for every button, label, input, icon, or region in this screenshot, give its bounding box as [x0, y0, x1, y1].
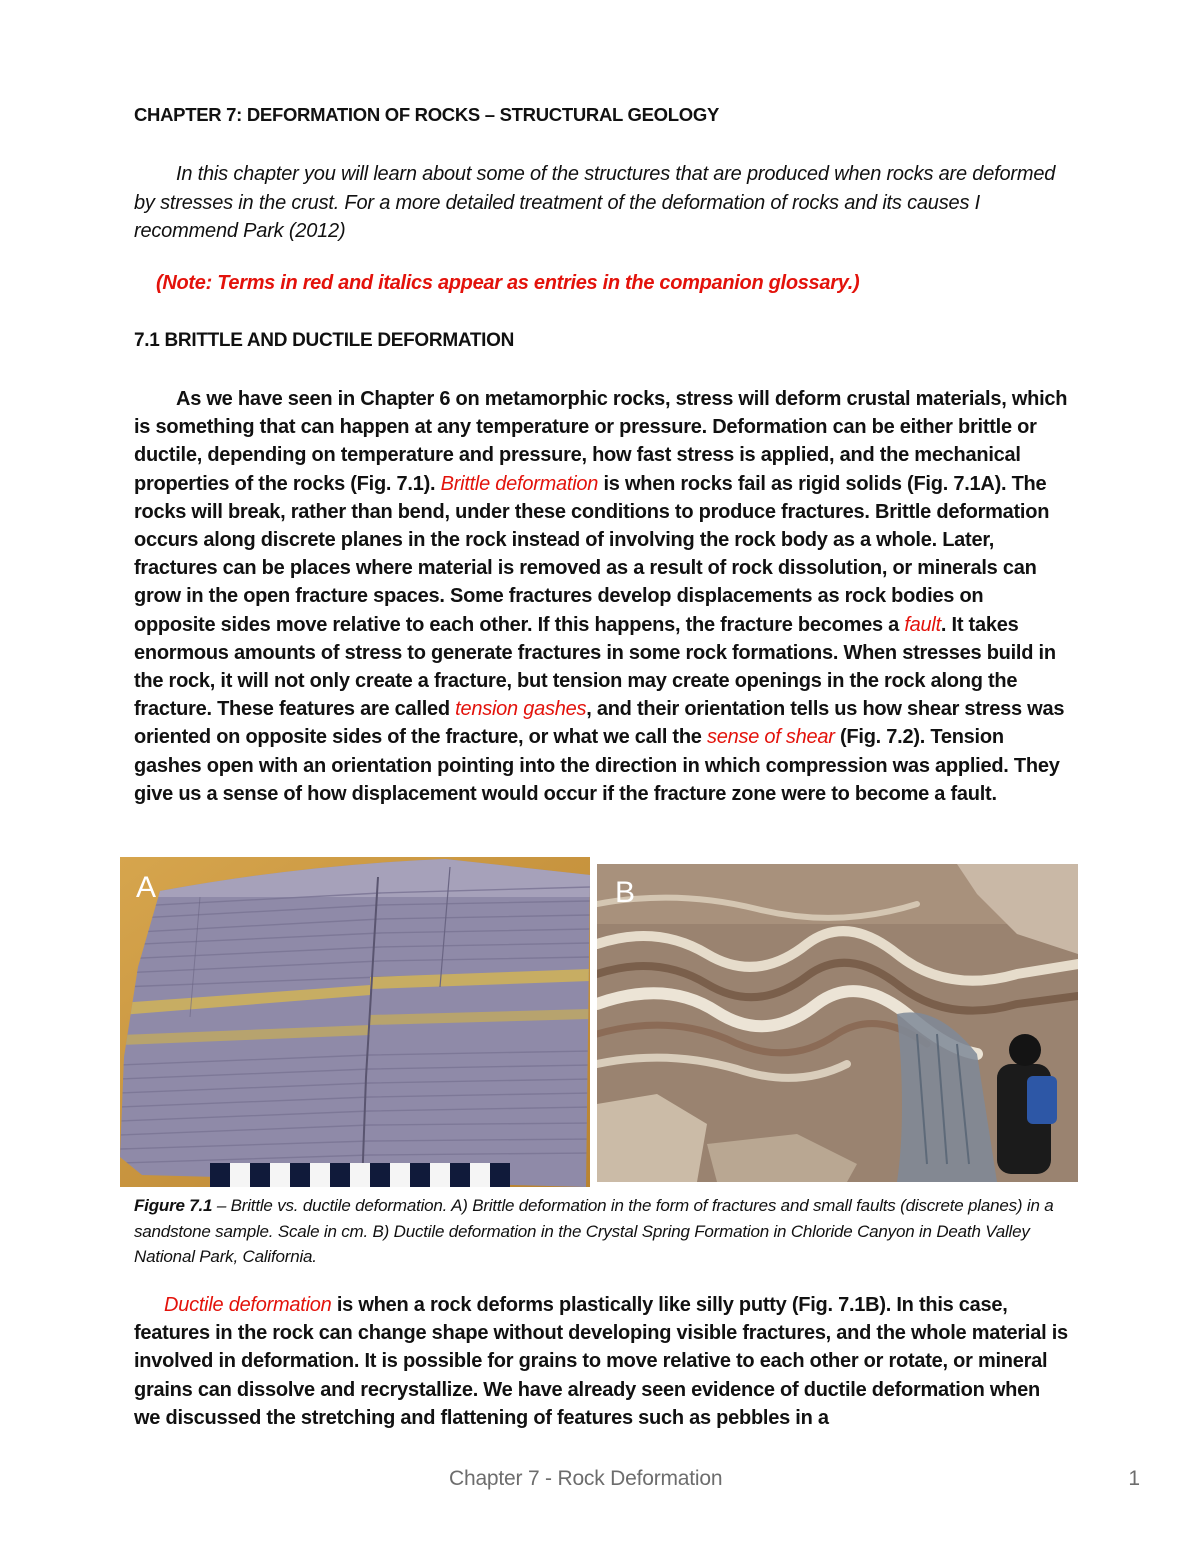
glossary-term-ductile-deformation[interactable]: Ductile deformation — [164, 1294, 332, 1316]
glossary-term-tension-gashes[interactable]: tension gashes — [455, 698, 587, 721]
body-paragraph-2 — [134, 1291, 1069, 1432]
glossary-term-sense-of-shear[interactable]: sense of shear — [707, 726, 835, 749]
figure-caption-text: – Brittle vs. ductile deformation. A) Brittle deformation in the form of fractures and small faults (discrete planes) in a sandstone sample. Scale in cm. B) Ductile deformation in the Crystal Spring Formation in Chloride Canyon in Death Valley National Park, California. — [134, 1196, 1054, 1266]
chapter-title: CHAPTER 7: DEFORMATION OF ROCKS – STRUCTURAL GEOLOGY — [134, 104, 719, 125]
body-paragraph-1 — [134, 385, 1069, 808]
glossary-term-fault[interactable]: fault — [904, 613, 941, 636]
figure-label-a: A — [136, 871, 157, 904]
section-heading: 7.1 BRITTLE AND DUCTILE DEFORMATION — [134, 330, 515, 351]
glossary-term-brittle-deformation[interactable]: Brittle deformation — [440, 472, 599, 495]
running-footer-title: Chapter 7 - Rock Deformation — [449, 1467, 723, 1490]
page-number: 1 — [1128, 1467, 1140, 1490]
intro-text: In this chapter you will learn about some of the structures that are produced when rocks are deformed by stresses in the crust. For a more detailed treatment of the deformation of rocks and its causes I recommend Park (2012) — [134, 163, 1056, 242]
para1-text-1: As we have seen in Chapter 6 on metamorphic rocks, stress will deform crustal materials, which is something that can happen at any temperature or pressure. Deformation can be either brittle or ductile, depending on temperature and pressure, how fast stress is applied, and the mechanical properties of the rocks (Fig. 7.1). — [134, 388, 1068, 495]
figure-caption — [134, 1193, 1074, 1270]
para2-text-1: is when a rock deforms plastically like silly putty (Fig. 7.1B). In this case, features in the rock can change shape without developing visible fractures, and the whole material is involved in deformation. It is possible for grains to move relative to each other or rotate, or mineral grains can dissolve and recrystallize. We have already seen evidence of ductile deformation when we discussed the stretching and flattening of features such as pebbles in a — [134, 1294, 1068, 1429]
figure-caption-label: Figure 7.1 — [134, 1196, 213, 1215]
figure-7-1a-brittle-sandstone-photo — [120, 857, 590, 1187]
para1-text-5: (Fig. 7.2). Tension gashes open with an orientation pointing into the direction in which compression was applied. They give us a sense of how displacement would occur if the fracture zone were to become a fault. — [134, 726, 1060, 805]
intro-paragraph — [134, 160, 1069, 246]
figure-7-1b-ductile-folds-photo — [597, 864, 1078, 1182]
glossary-note: (Note: Terms in red and italics appear as entries in the companion glossary.) — [156, 272, 860, 294]
figure-label-b: B — [615, 876, 636, 909]
para1-text-2: is when rocks fail as rigid solids (Fig. 7.1A). The rocks will break, rather than bend, under these conditions to produce fractures. Brittle deformation occurs along discrete planes in the rock instead of involving the rock body as a whole. Later, fractures can be places where material is removed as a result of rock dissolution, or minerals can grow in the open fracture spaces. Some fractures develop displacements as rock bodies on opposite sides move relative to each other. If this happens, the fracture becomes a — [134, 472, 1050, 636]
para1-text-4: , and their orientation tells us how shear stress was oriented on opposite sides of the fracture, or what we call the — [134, 698, 1065, 749]
para1-text-3: . It takes enormous amounts of stress to generate fractures in some rock formations. When stresses build in the rock, it will not only create a fracture, but tension may create openings in the rock along the fracture. These features are called — [134, 613, 1056, 721]
